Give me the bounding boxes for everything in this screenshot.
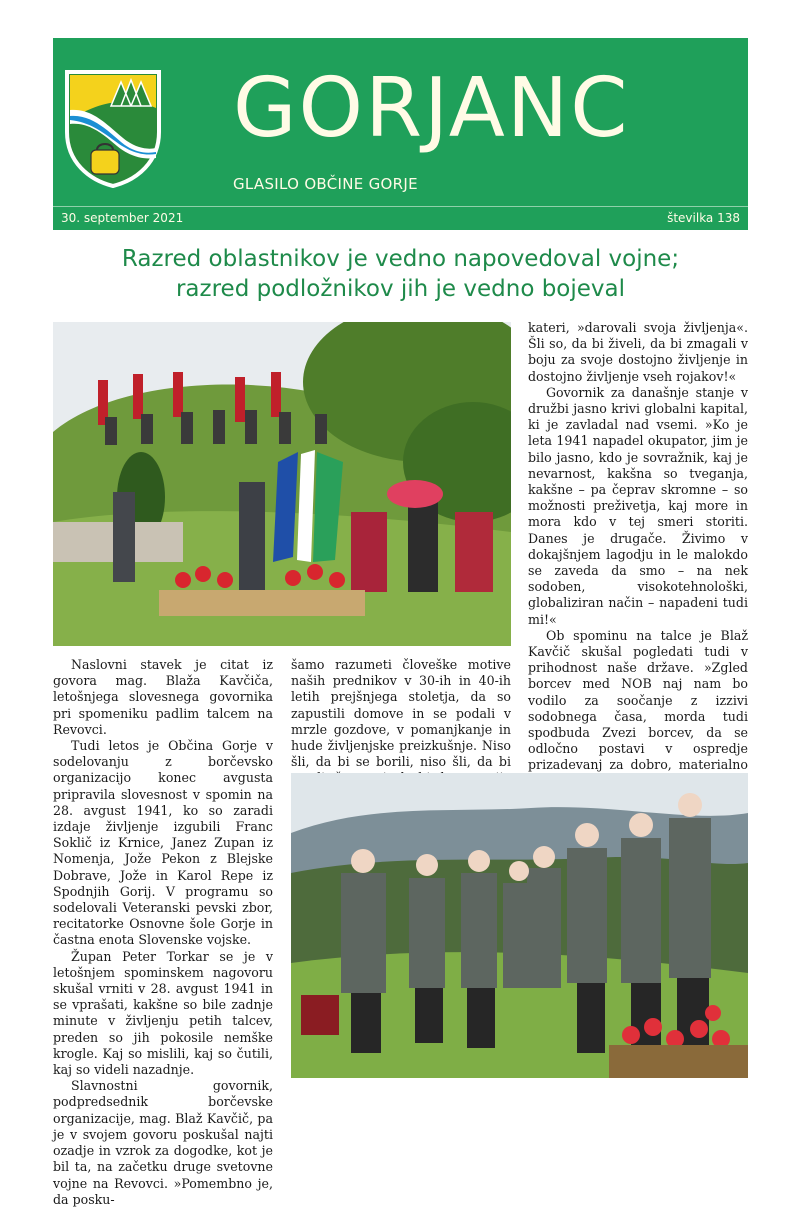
paragraph: šamo razumeti človeške motive naših prednikov v 30-ih in 40-ih letih prejšnjega stoletja, da so zapustili domove in se podali v mrzle gozdove, v pomanjkanje in hude življenjske preizkušnje. Niso šli, da bi se borili, niso šli, da bi [291, 657, 511, 770]
paragraph: kateri, »darovali svoja življenja«. Šli so, da bi živeli, da bi zmagali v boju za svoje dostojno življenje in dostojno življenje vseh rojakov!« [528, 320, 748, 384]
municipal-coat-of-arms-icon [63, 68, 163, 188]
masthead [53, 38, 748, 230]
paragraph: Tudi letos je Občina Gorje v sodelovanju z borčevsko organizacijo konec avgusta pripravila slovesnost v spomin na 28. avgust 1941, ko so zaradi izdaje življenje izgubili Franc Soklič iz Krnice, Janez Zupan iz Nomenja, Jože Pekon z Blejske Dobrave, Jože in Karol Repe iz Spodnjih Gorij. V programu so sodelovali Veteranski pevski zbor, recitatorke Osnovne šole Gorje in častna enota Slovenske vojske. [53, 738, 273, 948]
article-column-1 [53, 657, 273, 1208]
choir-photo-illustration [291, 773, 748, 1078]
headline-line-2: razred podložnikov jih je vedno bojeval [175, 276, 626, 302]
paragraph: Župan Peter Torkar se je v letošnjem spominskem nagovoru skušal vrniti v 28. avgust 1941 in se vprašati, kakšne so bile zadnje minute v življenju petih talcev, preden so jih pokosile nemške krogle. Kaj so mislili, kaj so čutili, kaj so videli nazadnje. [53, 948, 273, 1078]
headline-line-1: Razred oblastnikov je vedno napovedoval vojne; [121, 246, 680, 272]
memorial-ceremony-photo [53, 322, 511, 646]
issue-date: 30. september 2021 [61, 211, 184, 225]
paragraph: Govornik za današnje stanje v družbi jasno krivi globalni kapital, ki je zavladal nad vsemi. »Ko je leta 1941 napadel okupator, jim je bilo jasno, kdo je sovražnik, kaj je nevarnost, kakšna so tveganja, kakšne – pa čeprav skromne – so možnosti preživetja, kaj more in mora kdo v tej smeri storiti. Danes je drugače. Živimo v dokajšnjem lagodju in le malokdo se zaveda da smo – na nek sodoben, visokotehnološki, globaliziran način – napadeni tudi mi!« [528, 384, 748, 627]
paragraph: Naslovni stavek je citat iz govora mag. Blaža Kavčiča, letošnjega slovesnega govornika pri spomeniku padlim talcem na Revovci. [53, 657, 273, 737]
publication-subtitle: GLASILO OBČINE GORJE [233, 175, 418, 193]
publication-title: GORJANC [233, 61, 630, 156]
ceremony-photo-illustration [53, 322, 511, 646]
issue-number: številka 138 [667, 211, 740, 225]
issue-strip [53, 206, 748, 231]
article-headline [53, 244, 748, 304]
paragraph: Slavnostni govornik, podpredsednik borčevske organizacije, mag. Blaž Kavčič, pa je v svojem govoru poskušal najti ozadje in vzrok za dogodke, kot je bil ta, na začetku druge svetovne vojne na Revovci. »Pomembno je, da posku- [53, 1078, 273, 1207]
paragraph: Ob spominu na talce je Blaž Kavčič skušal pogledati tudi v prihodnost naše države. »Zgled borcev med NOB naj nam bo vodilo za soočanje z izzivi sodobnega časa, morda tudi spodbuda Zvezi borcev, da se odločno postavi v ospredje prizadevanj za dobro, materialno [528, 627, 748, 773]
veterans-choir-photo [291, 773, 748, 1078]
